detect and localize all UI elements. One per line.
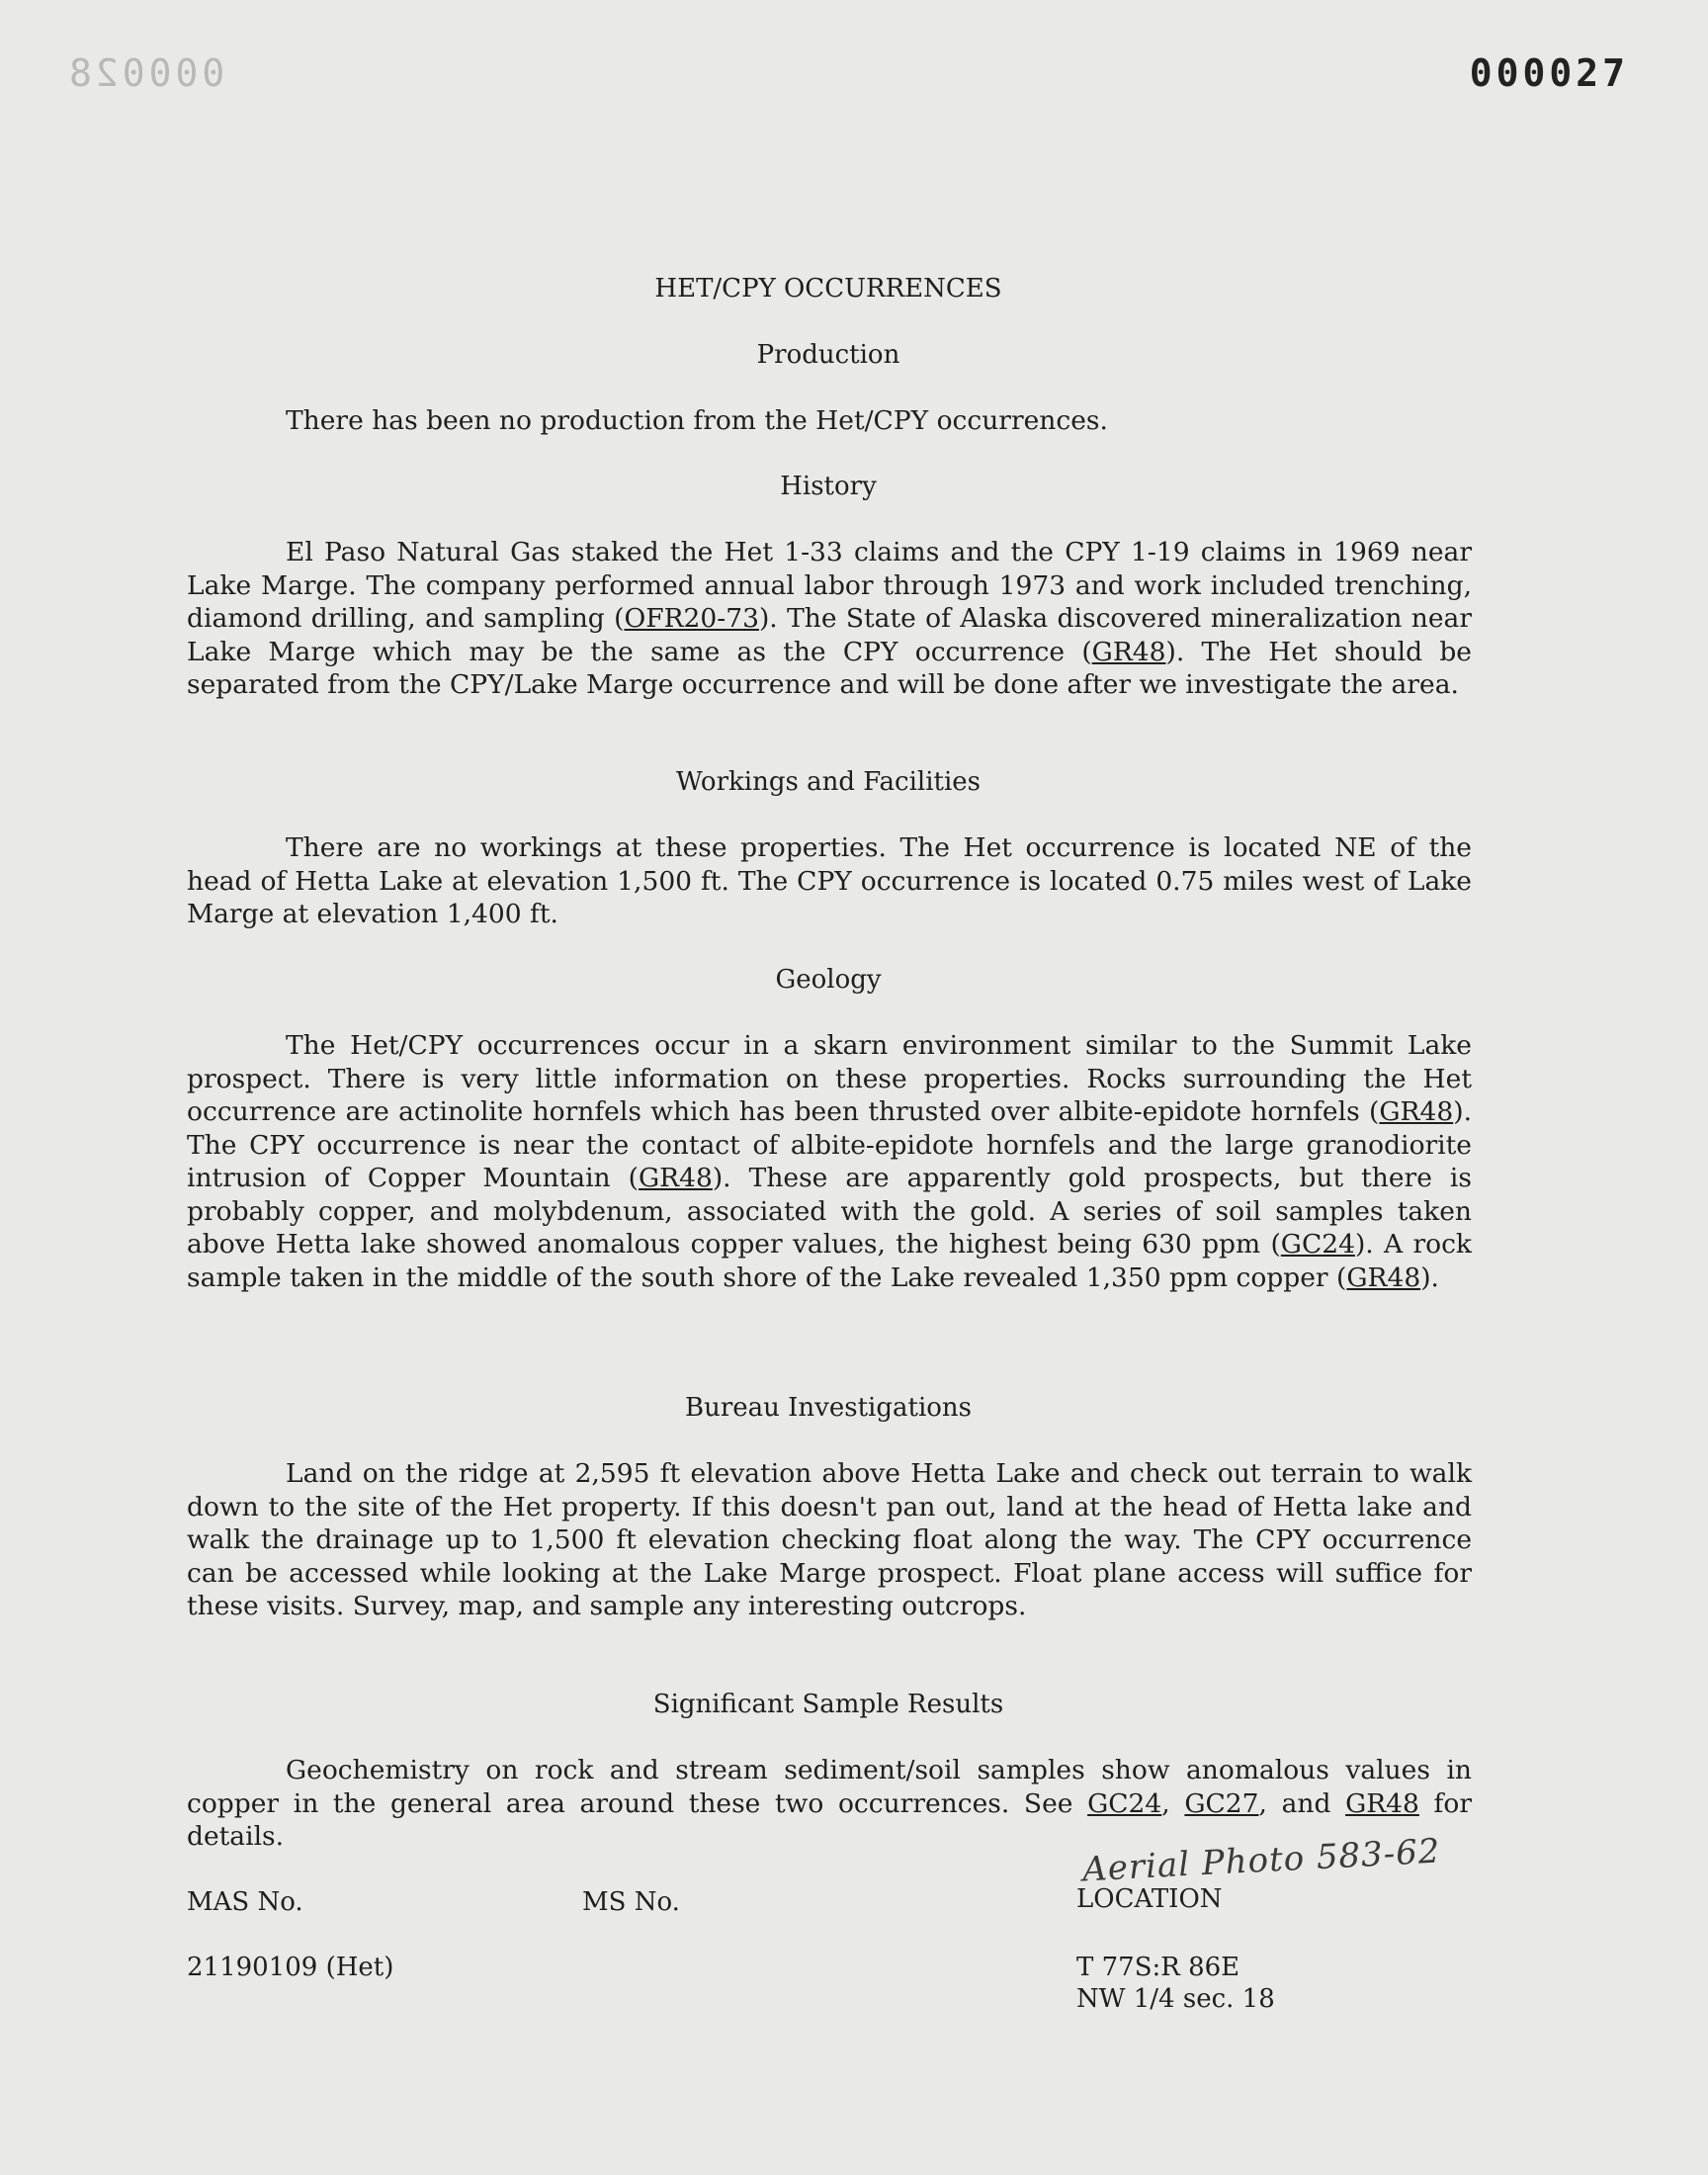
samples-text-2: , <box>1161 1787 1185 1819</box>
geology-ref-gr48-b: GR48 <box>639 1163 713 1193</box>
samples-paragraph <box>187 1754 1472 1854</box>
history-text-2: ). The State of Alaska discovered mineralization near Lake Marge which may be the same as the CPY occurrence ( <box>187 603 1472 667</box>
geology-text-5: ). <box>1420 1262 1439 1293</box>
history-text-1: El Paso Natural Gas staked the Het 1-33 claims and the CPY 1-19 claims in 1969 near Lake Marge. The company performed annual labor through 1973 and work included trenching, diamond drilling, and sampling ( <box>187 537 1472 634</box>
mas-number-label: MAS No. <box>187 1887 303 1917</box>
bureau-paragraph <box>187 1457 1472 1623</box>
location-label: LOCATION <box>1076 1884 1223 1914</box>
production-text: There has been no production from the Het/CPY occurrences. <box>286 405 1108 436</box>
samples-ref-gc24: GC24 <box>1087 1787 1162 1819</box>
samples-heading: Significant Sample Results <box>652 1690 1004 1719</box>
history-ref-ofr20-73: OFR20-73 <box>624 603 759 634</box>
geology-text-2: ). The CPY occurrence is near the contact of albite-epidote hornfels and the large granodiorite intrusion of Copper Mountain ( <box>187 1096 1472 1193</box>
bureau-text: Land on the ridge at 2,595 ft elevation above Hetta Lake and check out terrain to walk down to the site of the Het property. If this doesn't pan out, land at the head of Hetta lake and walk the drainage up to 1,500 ft elevation checking float along the way. The CPY occurrence can be accessed while looking at the Lake Marge prospect. Float plane access will suffice for these visits. Survey, map, and sample any interesting outcrops. <box>187 1458 1472 1621</box>
geology-heading: Geology <box>775 965 882 995</box>
geology-ref-gc24: GC24 <box>1280 1229 1355 1260</box>
history-heading: History <box>780 472 877 501</box>
samples-text-4: for details. <box>187 1787 1472 1852</box>
page-stamp-bleedthrough: 000028 <box>65 51 225 95</box>
workings-paragraph <box>187 831 1472 931</box>
document-title: HET/CPY OCCURRENCES <box>654 274 1002 304</box>
ms-number-label: MS No. <box>582 1887 680 1917</box>
geology-text-1: The Het/CPY occurrences occur in a skarn environment similar to the Summit Lake prospect. There is very little information on these properties. Rocks surrounding the Het occurrence are actinolite hornfels which has been thrusted over albite-epidote hornfels ( <box>187 1030 1472 1127</box>
geology-paragraph <box>187 1029 1472 1294</box>
samples-ref-gr48: GR48 <box>1345 1787 1419 1819</box>
location-township-range: T 77S:R 86E <box>1076 1953 1240 1982</box>
workings-heading: Workings and Facilities <box>675 767 982 797</box>
history-text-3: ). The Het should be separated from the CPY/Lake Marge occurrence and will be done after we investigate the area. <box>187 636 1472 700</box>
production-heading: Production <box>756 340 900 370</box>
samples-text-1: Geochemistry on rock and stream sediment/soil samples show anomalous values in copper in the general area around these two occurrences. See <box>187 1755 1472 1819</box>
mas-number-value: 21190109 (Het) <box>187 1953 394 1982</box>
workings-text: There are no workings at these properties. The Het occurrence is located NE of the head of Hetta Lake at elevation 1,500 ft. The CPY occurrence is located 0.75 miles west of Lake Marge at elevation 1,400 ft. <box>187 832 1472 929</box>
history-ref-gr48: GR48 <box>1091 636 1166 667</box>
location-section: NW 1/4 sec. 18 <box>1076 1984 1275 2014</box>
samples-ref-gc27: GC27 <box>1184 1787 1259 1819</box>
production-paragraph <box>187 404 1472 438</box>
handwritten-note: Aerial Photo 583-62 <box>1081 1831 1442 1890</box>
geology-ref-gr48-c: GR48 <box>1346 1262 1421 1293</box>
geology-ref-gr48-a: GR48 <box>1379 1096 1454 1127</box>
samples-text-3: , and <box>1258 1787 1346 1819</box>
geology-text-3: ). These are apparently gold prospects, but there is probably copper, and molybdenum, associated with the gold. A series of soil samples taken above Hetta lake showed anomalous copper values, the highest being 630 ppm ( <box>187 1163 1472 1260</box>
history-paragraph <box>187 536 1472 702</box>
geology-text-4: ). A rock sample taken in the middle of the south shore of the Lake revealed 1,350 ppm copper ( <box>187 1229 1472 1293</box>
bureau-heading: Bureau Investigations <box>684 1393 973 1423</box>
page-number-stamp: 000027 <box>1469 51 1629 95</box>
